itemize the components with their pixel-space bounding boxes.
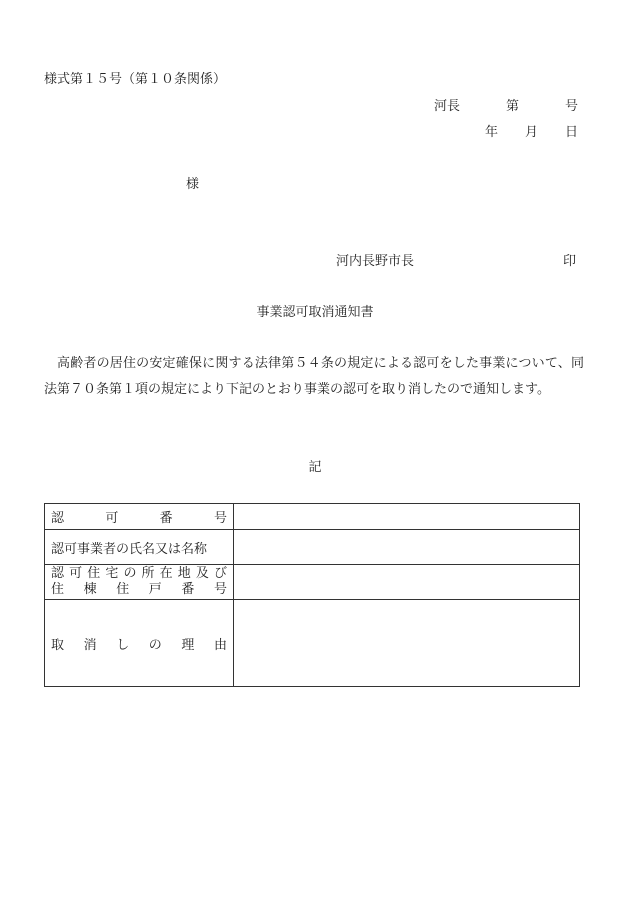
label-char: 所 [141,566,155,581]
table-row [45,530,580,565]
table-row [45,600,580,687]
document-number [434,95,578,114]
reason-value [234,600,580,687]
label-char: 住 [116,582,130,597]
label-char: 取 [51,637,65,653]
label-char: 番 [181,582,195,597]
label-char: 地 [177,566,191,581]
reason-label [51,634,227,653]
label-char: し [116,637,130,653]
label-char: 棟 [83,582,97,597]
issue-date [485,121,578,140]
label-char: の [123,566,137,581]
address-line-2 [51,582,227,598]
form-number: 様式第１５号（第１０条関係） [44,72,227,87]
label-char: 認 [51,511,65,526]
date-year: 年 [484,125,498,140]
permit-number-value [234,504,580,530]
label-char: 認 [51,566,65,581]
body-text: 高齢者の居住の安定確保に関する法律第５４条の規定による認可をした事業について、同法第７０条第１項の規定により下記のとおり事業の認可を取り消したので通知します。 [44,356,584,397]
addressee-suffix: 様 [186,177,200,192]
table-row [45,504,580,530]
label-char: 及 [195,566,209,581]
details-table [44,503,580,687]
spread-label [51,507,227,526]
issuer-name: 河内長野市長 [336,254,415,269]
ki-heading: 記 [308,460,322,475]
label-char: の [148,637,162,653]
doc-number-dai: 第 [505,99,519,114]
row-label-operator-name: 認可事業者の氏名又は名称 [45,530,234,565]
operator-name-value [234,530,580,565]
table-row [45,565,580,600]
label-char: 在 [159,566,173,581]
label-char: び [213,566,227,581]
row-label-reason [45,600,234,687]
doc-number-prefix: 河長 [433,99,460,114]
label-char: 号 [213,582,227,597]
label-char: 戸 [148,582,162,597]
label-char: 可 [69,566,83,581]
label-char: 可 [105,511,119,526]
label-char: 宅 [105,566,119,581]
seal-mark: 印 [563,254,577,269]
doc-number-go: 号 [564,99,578,114]
label-char: 番 [159,511,173,526]
address-value [234,565,580,600]
date-day: 日 [564,125,578,140]
label-char: 消 [83,637,97,653]
label-char: 住 [87,566,101,581]
label-char: 理 [181,637,195,653]
label-char: 住 [51,582,65,597]
address-line-1 [51,566,227,582]
row-label-permit-number [45,504,234,530]
document-title: 事業認可取消通知書 [256,305,374,320]
row-label-address [45,565,234,600]
label-char: 号 [213,511,227,526]
date-month: 月 [524,125,538,140]
label-char: 由 [213,637,227,653]
